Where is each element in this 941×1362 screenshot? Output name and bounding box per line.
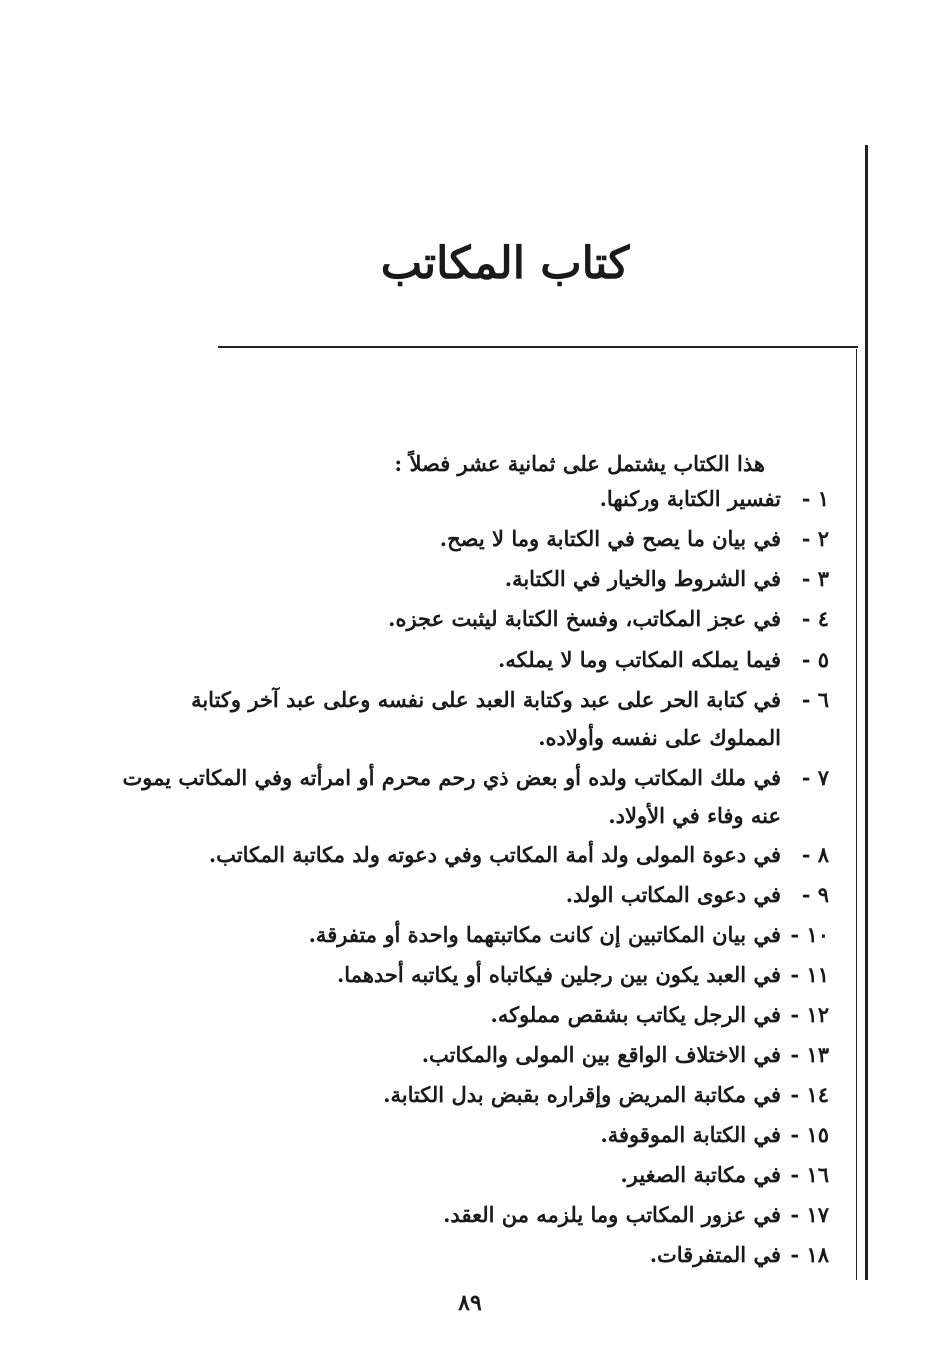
chapter-item-12 [117,996,829,1034]
chapter-title: في بيان ما يصح في الكتابة وما لا يصح. [439,526,781,551]
chapter-title: في عجز المكاتب، وفسخ الكتابة ليثبت عجزه. [388,606,781,631]
chapter-number: ١٦ - [790,1162,829,1187]
chapter-item-4 [117,600,829,638]
page-number: ٨٩ [458,1290,482,1316]
chapter-item-17 [117,1196,829,1234]
intro-text: هذا الكتاب يشتمل على ثمانية عشر فصلاً : [394,451,765,476]
chapter-number: ١١ - [790,962,829,987]
page-frame-outer-line [865,145,868,1280]
chapter-number: ٩ - [801,882,829,907]
chapter-title: في دعوة المولى ولد أمة المكاتب وفي دعوته ولد مكاتبة المكاتب. [208,842,781,867]
chapter-title: في دعوى المكاتب الولد. [565,882,781,907]
chapter-item-8 [117,836,829,874]
chapter-item-9 [117,876,829,914]
chapter-number: ١٨ - [790,1242,829,1267]
chapter-number: ٨ - [801,842,829,867]
chapter-title: في مكاتبة الصغير. [620,1162,781,1187]
chapter-number: ١٠ - [790,922,829,947]
chapter-title: في الكتابة الموقوفة. [600,1122,781,1147]
page-frame-inner-line [856,349,857,1280]
chapter-number: ٣ - [801,566,829,591]
chapter-title: فيما يملكه المكاتب وما لا يملكه. [498,647,781,672]
chapter-item-7 [117,759,829,835]
chapter-item-10 [117,916,829,954]
chapter-number: ١ - [801,486,829,511]
chapter-title: في الرجل يكاتب بشقص مملوكه. [490,1002,781,1027]
chapter-item-15 [117,1116,829,1154]
chapter-number: ٥ - [801,647,829,672]
chapter-title: في مكاتبة المريض وإقراره بقبض بدل الكتابة. [383,1082,781,1107]
chapter-item-5 [117,641,829,679]
chapter-number: ١٧ - [790,1202,829,1227]
chapter-item-16 [117,1156,829,1194]
chapter-title: في عزور المكاتب وما يلزمه من العقد. [443,1202,781,1227]
chapter-item-13 [117,1036,829,1074]
chapter-title: في الشروط والخيار في الكتابة. [504,566,781,591]
chapter-title: تفسير الكتابة وركنها. [599,486,781,511]
chapter-number: ٢ - [801,526,829,551]
chapter-item-18 [117,1236,829,1274]
chapter-number: ٤ - [801,606,829,631]
chapter-title: في بيان المكاتبين إن كانت مكاتبتهما واحدة أو متفرقة. [308,922,781,947]
chapter-item-14 [117,1076,829,1114]
chapter-title: في كتابة الحر على عبد وكتابة العبد على نفسه وعلى عبد آخر وكتابة المملوك على نفسه وأولاده. [191,687,781,750]
chapter-number: ٦ - [801,687,829,712]
chapter-item-3 [117,560,829,598]
chapter-title: في المتفرقات. [649,1242,781,1267]
chapter-item-6 [117,681,829,757]
chapter-number: ١٢ - [790,1002,829,1027]
chapter-item-2 [117,520,829,558]
chapter-item-11 [117,956,829,994]
chapter-title: في ملك المكاتب ولده أو بعض ذي رحم محرم أو امرأته وفي المكاتب يموت عنه وفاء في الأولاد. [122,765,781,828]
title-divider-line [218,346,858,348]
chapter-title: في العبد يكون بين رجلين فيكاتباه أو يكاتبه أحدهما. [336,962,781,987]
chapter-number: ٧ - [801,765,829,790]
chapter-number: ١٤ - [790,1082,829,1107]
chapter-number: ١٣ - [790,1042,829,1067]
chapter-number: ١٥ - [790,1122,829,1147]
book-title: كتاب المكاتب [380,238,630,289]
chapter-item-1 [117,480,829,518]
chapter-title: في الاختلاف الواقع بين المولى والمكاتب. [421,1042,781,1067]
